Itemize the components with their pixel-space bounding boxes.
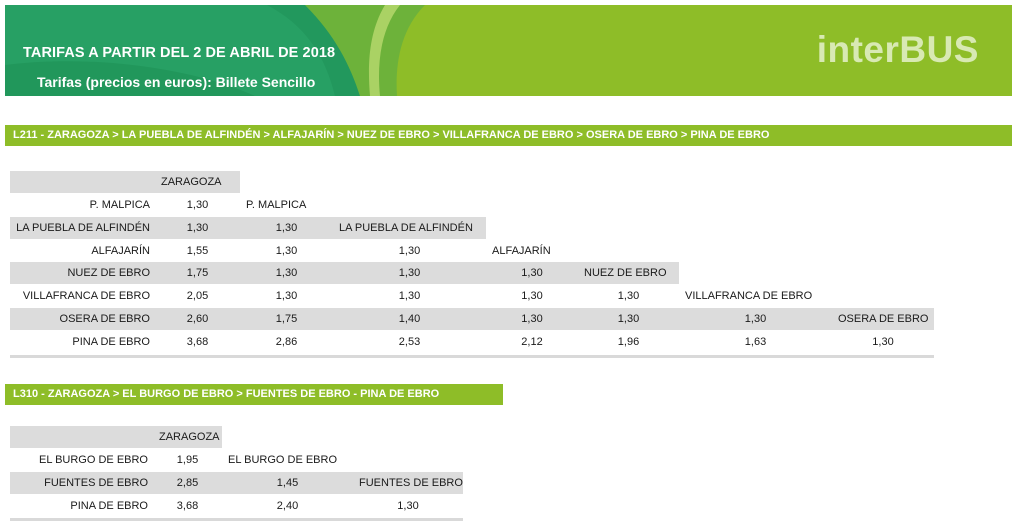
- column-station-label: FUENTES DE EBRO: [359, 476, 463, 489]
- row-destination-label: FUENTES DE EBRO: [44, 476, 148, 489]
- fare-value: 2,05: [186, 290, 209, 303]
- fare-value: 1,63: [744, 335, 767, 348]
- fare-value: 1,45: [276, 476, 299, 489]
- fare-value: 1,30: [275, 290, 298, 303]
- fare-value: 1,75: [186, 267, 209, 280]
- row-destination-label: P. MALPICA: [89, 199, 150, 211]
- fare-value: 1,30: [275, 221, 298, 234]
- column-station-label: P. MALPICA: [246, 199, 307, 211]
- fare-value: 1,96: [617, 335, 640, 348]
- header-row-bg: [10, 426, 153, 448]
- fare-value: 1,30: [398, 290, 421, 303]
- fare-value: 1,95: [176, 454, 199, 466]
- route-title-bar: L310 - ZARAGOZA > EL BURGO DE EBRO > FUENTES DE EBRO - PINA DE EBRO: [5, 384, 503, 405]
- header-row-bg: [10, 171, 155, 193]
- fare-value: 1,30: [275, 267, 298, 280]
- header-banner: [5, 5, 1012, 96]
- origin-header: ZARAGOZA: [155, 171, 240, 193]
- column-station-label: ALFAJARÍN: [492, 244, 551, 257]
- column-station-label: VILLAFRANCA DE EBRO: [685, 290, 813, 303]
- page-subtitle: Tarifas (precios en euros): Billete Sencillo: [37, 74, 316, 90]
- fare-value: 2,86: [275, 335, 298, 348]
- fare-value: 1,40: [398, 313, 421, 325]
- column-station-label: OSERA DE EBRO: [838, 313, 929, 325]
- fare-value: 1,55: [186, 244, 209, 257]
- origin-header: ZARAGOZA: [153, 426, 222, 448]
- fare-value: 1,30: [275, 244, 298, 257]
- column-station-label: EL BURGO DE EBRO: [228, 454, 338, 466]
- fare-value: 1,30: [398, 244, 421, 257]
- fare-value: 1,75: [275, 313, 298, 325]
- fare-value: 2,40: [276, 499, 299, 512]
- fare-value: 1,30: [186, 221, 209, 234]
- row-destination-label: ALFAJARÍN: [91, 244, 150, 257]
- fare-value: 1,30: [521, 290, 543, 303]
- row-destination-label: OSERA DE EBRO: [59, 313, 150, 325]
- fare-value: 1,30: [398, 267, 421, 280]
- page-title: TARIFAS A PARTIR DEL 2 DE ABRIL DE 2018: [23, 45, 336, 61]
- row-destination-label: LA PUEBLA DE ALFINDÉN: [16, 221, 150, 234]
- fare-value: 2,12: [521, 335, 543, 348]
- table-bottom-rule: [10, 518, 463, 521]
- fare-value: 2,85: [176, 476, 199, 489]
- route-title-bar: L211 - ZARAGOZA > LA PUEBLA DE ALFINDÉN > ALFAJARÍN > NUEZ DE EBRO > VILLAFRANCA DE EBRO > OSERA DE EBRO > PINA DE EBRO: [5, 125, 1012, 146]
- fare-value: 1,30: [872, 335, 894, 348]
- interbus-logo: interBUS: [816, 29, 979, 70]
- row-destination-label: NUEZ DE EBRO: [67, 267, 150, 280]
- fare-value: 1,30: [617, 290, 640, 303]
- row-destination-label: VILLAFRANCA DE EBRO: [22, 290, 150, 303]
- fare-value: 1,30: [744, 313, 767, 325]
- fare-value: 1,30: [617, 313, 640, 325]
- fare-value: 2,53: [398, 335, 421, 348]
- row-destination-label: PINA DE EBRO: [70, 499, 148, 512]
- row-destination-label: EL BURGO DE EBRO: [38, 454, 148, 466]
- row-destination-label: PINA DE EBRO: [72, 335, 150, 348]
- fare-value: 2,60: [186, 313, 209, 325]
- fare-value: 3,68: [176, 499, 199, 512]
- fare-value: 1,30: [397, 499, 419, 512]
- table-bottom-rule: [10, 355, 934, 358]
- fare-value: 3,68: [186, 335, 209, 348]
- column-station-label: NUEZ DE EBRO: [584, 267, 667, 280]
- fare-value: 1,30: [521, 267, 543, 280]
- column-station-label: LA PUEBLA DE ALFINDÉN: [339, 221, 473, 234]
- fare-value: 1,30: [186, 199, 209, 211]
- fare-value: 1,30: [521, 313, 543, 325]
